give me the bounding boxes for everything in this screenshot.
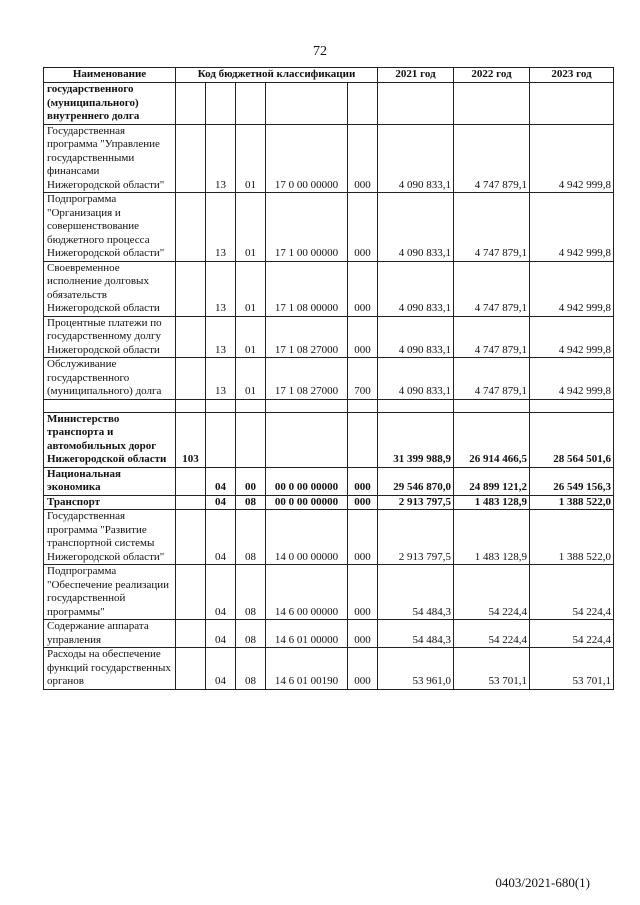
value-2021: 53 961,0: [378, 648, 454, 690]
value-2021: 31 399 988,9: [378, 412, 454, 467]
code-expense-type: 000: [348, 261, 378, 316]
value-2021: 54 484,3: [378, 620, 454, 648]
value-2023: 54 224,4: [530, 565, 614, 620]
code-ministry: [176, 193, 206, 262]
value-2022: 4 747 879,1: [454, 316, 530, 358]
code-ministry: [176, 620, 206, 648]
value-2023: 53 701,1: [530, 648, 614, 690]
code-subsection: [236, 412, 266, 467]
code-subsection: 08: [236, 565, 266, 620]
header-name: Наименование: [44, 68, 176, 83]
code-section: 13: [206, 316, 236, 358]
table-body: [44, 83, 614, 690]
code-section: 13: [206, 261, 236, 316]
code-subsection: 08: [236, 495, 266, 510]
header-2023: 2023 год: [530, 68, 614, 83]
table-row: [44, 193, 614, 262]
table-row: [44, 467, 614, 495]
value-2022: 26 914 466,5: [454, 412, 530, 467]
value-2022: [454, 83, 530, 125]
value-2021: 2 913 797,5: [378, 510, 454, 565]
row-name: Обслуживание государственного (муниципального) долга: [44, 358, 176, 400]
code-target: 14 0 00 00000: [266, 510, 348, 565]
value-2022: 24 899 121,2: [454, 467, 530, 495]
code-expense-type: [348, 83, 378, 125]
code-section: 04: [206, 565, 236, 620]
code-expense-type: 000: [348, 467, 378, 495]
table-row: [44, 83, 614, 125]
code-section: 04: [206, 495, 236, 510]
code-ministry: [176, 358, 206, 400]
code-section: 13: [206, 358, 236, 400]
value-2022: 53 701,1: [454, 648, 530, 690]
value-2023: 4 942 999,8: [530, 124, 614, 193]
code-target: 14 6 00 00000: [266, 565, 348, 620]
row-name: Государственная программа "Управление государственными финансами Нижегородской области": [44, 124, 176, 193]
value-2022: 4 747 879,1: [454, 358, 530, 400]
code-section: 04: [206, 510, 236, 565]
code-ministry: [176, 648, 206, 690]
code-expense-type: 000: [348, 495, 378, 510]
row-name: Подпрограмма "Организация и совершенствование бюджетного процесса Нижегородской области": [44, 193, 176, 262]
code-target: [266, 399, 348, 412]
row-name: Процентные платежи по государственному долгу Нижегородской области: [44, 316, 176, 358]
value-2023: 4 942 999,8: [530, 358, 614, 400]
code-subsection: 01: [236, 193, 266, 262]
code-expense-type: 000: [348, 193, 378, 262]
code-subsection: 01: [236, 358, 266, 400]
code-section: [206, 399, 236, 412]
code-target: 00 0 00 00000: [266, 467, 348, 495]
row-name: Транспорт: [44, 495, 176, 510]
value-2023: 4 942 999,8: [530, 316, 614, 358]
table-row: [44, 124, 614, 193]
row-name: Национальная экономика: [44, 467, 176, 495]
code-target: 00 0 00 00000: [266, 495, 348, 510]
code-expense-type: [348, 399, 378, 412]
code-subsection: [236, 399, 266, 412]
code-target: 17 1 08 00000: [266, 261, 348, 316]
code-ministry: [176, 467, 206, 495]
row-name: государственного (муниципального) внутреннего долга: [44, 83, 176, 125]
budget-table: [43, 67, 614, 690]
code-subsection: 08: [236, 510, 266, 565]
code-ministry: [176, 565, 206, 620]
value-2022: [454, 399, 530, 412]
code-expense-type: 000: [348, 648, 378, 690]
value-2023: 4 942 999,8: [530, 193, 614, 262]
code-target: 17 1 08 27000: [266, 358, 348, 400]
code-target: 17 1 00 00000: [266, 193, 348, 262]
value-2022: 4 747 879,1: [454, 261, 530, 316]
document-number: 0403/2021-680(1): [495, 875, 590, 890]
header-2022: 2022 год: [454, 68, 530, 83]
code-expense-type: 000: [348, 565, 378, 620]
code-target: 14 6 01 00000: [266, 620, 348, 648]
code-subsection: 08: [236, 620, 266, 648]
code-ministry: [176, 261, 206, 316]
code-section: 13: [206, 124, 236, 193]
value-2021: 4 090 833,1: [378, 316, 454, 358]
code-ministry: 103: [176, 412, 206, 467]
table-row: [44, 316, 614, 358]
code-section: 13: [206, 193, 236, 262]
row-name: Расходы на обеспечение функций государственных органов: [44, 648, 176, 690]
value-2023: 28 564 501,6: [530, 412, 614, 467]
code-expense-type: 000: [348, 510, 378, 565]
code-ministry: [176, 495, 206, 510]
value-2022: 1 483 128,9: [454, 495, 530, 510]
row-name: Государственная программа "Развитие транспортной системы Нижегородской области": [44, 510, 176, 565]
value-2022: 54 224,4: [454, 565, 530, 620]
value-2023: 26 549 156,3: [530, 467, 614, 495]
code-target: 17 0 00 00000: [266, 124, 348, 193]
table-row: [44, 510, 614, 565]
code-expense-type: 000: [348, 620, 378, 648]
table-row: [44, 565, 614, 620]
value-2023: [530, 399, 614, 412]
code-ministry: [176, 399, 206, 412]
header-code: Код бюджетной классификации: [176, 68, 378, 83]
value-2021: 2 913 797,5: [378, 495, 454, 510]
value-2022: 54 224,4: [454, 620, 530, 648]
row-name: Своевременное исполнение долговых обязательств Нижегородской области: [44, 261, 176, 316]
table-row: [44, 495, 614, 510]
table-row: [44, 399, 614, 412]
value-2021: [378, 399, 454, 412]
value-2023: 4 942 999,8: [530, 261, 614, 316]
table-row: [44, 412, 614, 467]
code-target: [266, 83, 348, 125]
code-ministry: [176, 124, 206, 193]
code-subsection: 01: [236, 261, 266, 316]
code-expense-type: [348, 412, 378, 467]
code-expense-type: 000: [348, 124, 378, 193]
value-2023: 1 388 522,0: [530, 510, 614, 565]
code-section: [206, 83, 236, 125]
code-section: 04: [206, 620, 236, 648]
code-section: [206, 412, 236, 467]
table-row: [44, 648, 614, 690]
value-2021: 4 090 833,1: [378, 193, 454, 262]
table-header-row: [44, 68, 614, 83]
table-row: [44, 261, 614, 316]
code-target: 14 6 01 00190: [266, 648, 348, 690]
table-row: [44, 358, 614, 400]
code-target: 17 1 08 27000: [266, 316, 348, 358]
code-subsection: 01: [236, 124, 266, 193]
code-expense-type: 000: [348, 316, 378, 358]
page-number: 72: [313, 44, 327, 59]
code-ministry: [176, 510, 206, 565]
value-2022: 4 747 879,1: [454, 193, 530, 262]
row-name: [44, 399, 176, 412]
value-2021: [378, 83, 454, 125]
value-2021: 4 090 833,1: [378, 261, 454, 316]
code-section: 04: [206, 467, 236, 495]
code-section: 04: [206, 648, 236, 690]
code-subsection: 08: [236, 648, 266, 690]
code-target: [266, 412, 348, 467]
value-2021: 29 546 870,0: [378, 467, 454, 495]
value-2021: 4 090 833,1: [378, 124, 454, 193]
value-2021: 54 484,3: [378, 565, 454, 620]
code-subsection: 01: [236, 316, 266, 358]
table-row: [44, 620, 614, 648]
value-2022: 4 747 879,1: [454, 124, 530, 193]
value-2023: 54 224,4: [530, 620, 614, 648]
header-2021: 2021 год: [378, 68, 454, 83]
row-name: Содержание аппарата управления: [44, 620, 176, 648]
code-ministry: [176, 316, 206, 358]
code-subsection: [236, 83, 266, 125]
code-ministry: [176, 83, 206, 125]
value-2023: [530, 83, 614, 125]
row-name: Подпрограмма "Обеспечение реализации государственной программы": [44, 565, 176, 620]
value-2021: 4 090 833,1: [378, 358, 454, 400]
row-name: Министерство транспорта и автомобильных дорог Нижегородской области: [44, 412, 176, 467]
code-subsection: 00: [236, 467, 266, 495]
value-2022: 1 483 128,9: [454, 510, 530, 565]
code-expense-type: 700: [348, 358, 378, 400]
value-2023: 1 388 522,0: [530, 495, 614, 510]
